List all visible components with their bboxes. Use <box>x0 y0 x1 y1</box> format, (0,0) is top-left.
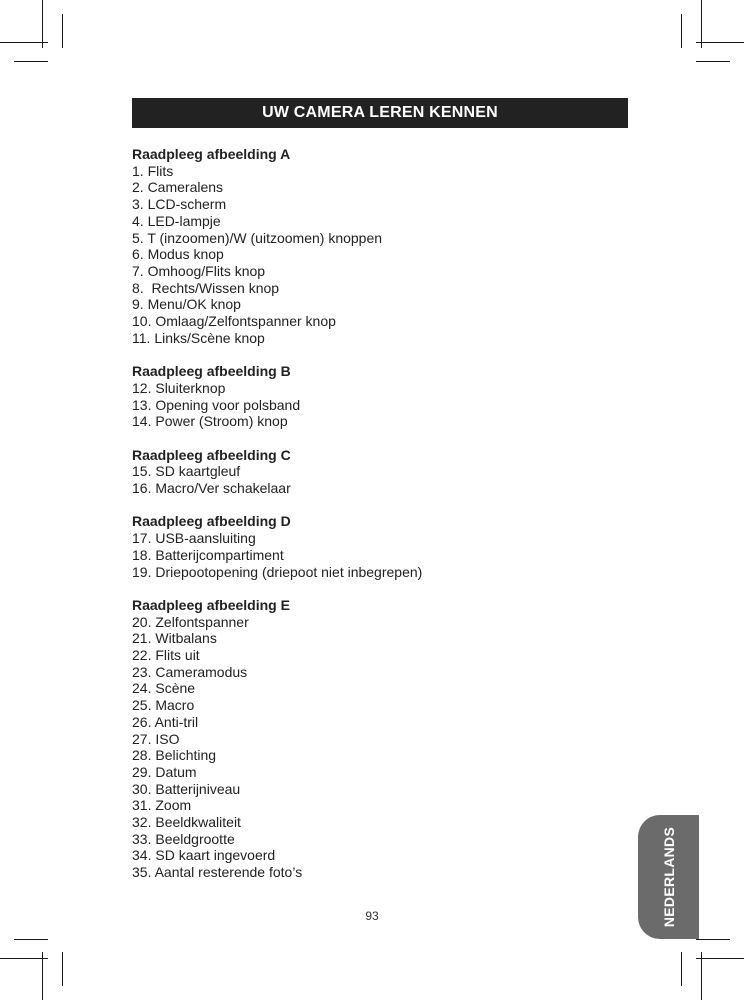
section-afbeelding-a <box>132 146 612 346</box>
section-heading: Raadpleeg afbeelding D <box>132 513 291 530</box>
list-item: 35. Aantal resterende foto’s <box>132 864 303 881</box>
list-item: 26. Anti-tril <box>132 713 199 730</box>
list-item: 13. Opening voor polsband <box>132 396 301 413</box>
crop-mark <box>0 42 48 43</box>
crop-mark <box>701 952 702 1000</box>
section-afbeelding-d <box>132 513 612 580</box>
page-title: UW CAMERA LEREN KENNEN <box>262 104 498 121</box>
list-item: 33. Beeldgrootte <box>132 830 235 847</box>
list-item: 22. Flits uit <box>132 647 200 664</box>
language-tab <box>638 815 699 939</box>
list-item: 19. Driepootopening (driepoot niet inbegrepen) <box>132 563 423 580</box>
crop-mark <box>0 958 48 959</box>
list-item: 14. Power (Stroom) knop <box>132 413 288 430</box>
section-heading: Raadpleeg afbeelding B <box>132 363 291 380</box>
list-item: 20. Zelfontspanner <box>132 613 249 630</box>
list-item: 17. USB-aansluiting <box>132 530 256 547</box>
crop-mark <box>62 952 63 986</box>
list-item: 28. Belichting <box>132 747 217 764</box>
list-item: 2. Cameralens <box>132 179 224 196</box>
parts-list <box>132 146 612 881</box>
crop-mark <box>14 939 48 940</box>
list-item: 11. Links/Scène knop <box>132 329 265 346</box>
list-item: 31. Zoom <box>132 797 192 814</box>
list-item: 6. Modus knop <box>132 246 224 263</box>
list-item: 34. SD kaart ingevoerd <box>132 847 276 864</box>
crop-mark <box>42 952 43 1000</box>
language-tab-label: NEDERLANDS <box>660 826 677 928</box>
section-heading: Raadpleeg afbeelding E <box>132 596 290 613</box>
list-item: 15. SD kaartgleuf <box>132 463 241 480</box>
list-item: 5. T (inzoomen)/W (uitzoomen) knoppen <box>132 229 383 246</box>
list-item: 7. Omhoog/Flits knop <box>132 262 266 279</box>
list-item: 12. Sluiterknop <box>132 379 226 396</box>
list-item: 4. LED-lampje <box>132 212 221 229</box>
list-item: 9. Menu/OK knop <box>132 296 241 313</box>
crop-mark <box>696 939 730 940</box>
crop-mark <box>681 952 682 986</box>
section-afbeelding-e <box>132 597 612 881</box>
list-item: 1. Flits <box>132 162 174 179</box>
list-item: 18. Batterijcompartiment <box>132 546 284 563</box>
list-item: 32. Beeldkwaliteit <box>132 814 241 831</box>
section-afbeelding-c <box>132 447 612 497</box>
crop-mark <box>42 0 43 48</box>
crop-mark <box>696 42 744 43</box>
list-item: 8. Rechts/Wissen knop <box>132 279 280 296</box>
section-heading: Raadpleeg afbeelding A <box>132 146 291 162</box>
section-heading: Raadpleeg afbeelding C <box>132 446 291 463</box>
list-item: 24. Scène <box>132 680 196 697</box>
section-afbeelding-b <box>132 363 612 430</box>
crop-mark <box>62 14 63 48</box>
crop-mark <box>696 958 744 959</box>
list-item: 23. Cameramodus <box>132 663 248 680</box>
crop-mark <box>14 61 48 62</box>
list-item: 29. Datum <box>132 763 197 780</box>
page-number: 93 <box>365 909 379 923</box>
crop-mark <box>681 14 682 48</box>
crop-mark <box>701 0 702 48</box>
list-item: 3. LCD-scherm <box>132 196 227 213</box>
list-item: 21. Witbalans <box>132 630 217 647</box>
list-item: 25. Macro <box>132 697 195 714</box>
page-title-bar <box>132 98 628 128</box>
crop-mark <box>696 61 730 62</box>
list-item: 30. Batterijniveau <box>132 780 241 797</box>
list-item: 10. Omlaag/Zelfontspanner knop <box>132 313 336 330</box>
list-item: 16. Macro/Ver schakelaar <box>132 480 291 497</box>
list-item: 27. ISO <box>132 730 180 747</box>
